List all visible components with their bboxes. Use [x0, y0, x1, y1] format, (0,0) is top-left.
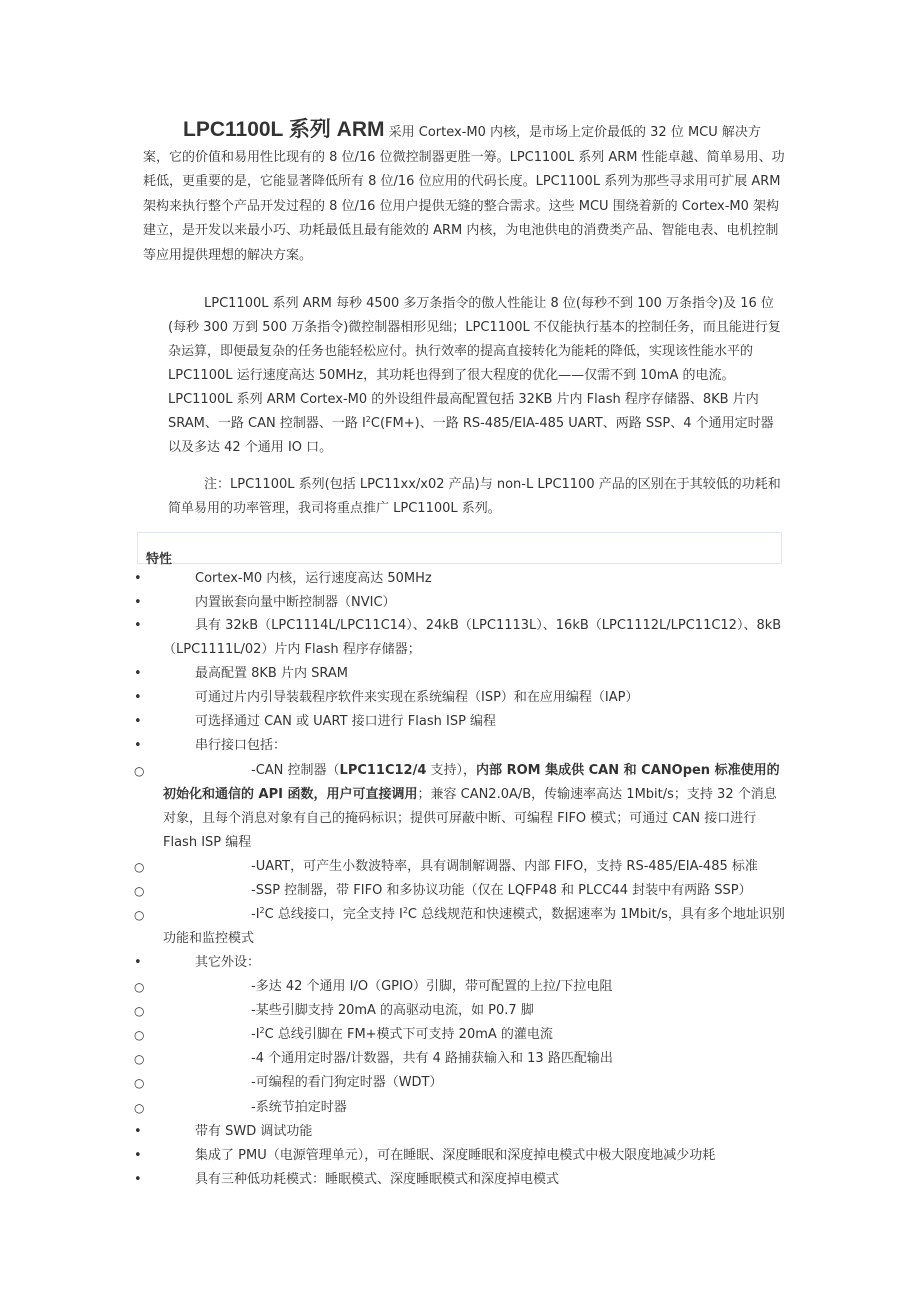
circle-bullet-icon: ○ [134, 1101, 145, 1115]
feature-text: 具有三种低功耗模式：睡眠模式、深度睡眠模式和深度掉电模式 [195, 1172, 560, 1187]
circle-bullet-icon: ○ [134, 764, 145, 778]
feature-text: Cortex-M0 内核，运行速度高达 50MHz [195, 571, 432, 586]
sub-text [163, 1023, 785, 1047]
sub-text: -可编程的看门狗定时器（WDT） [251, 1075, 443, 1090]
feature-text: 串行接口包括： [195, 738, 287, 753]
feature-text: 内置嵌套向量中断控制器（NVIC） [195, 595, 396, 610]
product-title: LPC1100L 系列 ARM [183, 118, 385, 141]
performance-paragraph [168, 292, 783, 460]
feature-text: 可选择通过 CAN 或 UART 接口进行 Flash ISP 编程 [195, 714, 497, 729]
feature-text: 具有 32kB（LPC1114L/LPC11C14）、24kB（LPC1113L）、16kB（LPC1112L/LPC11C12）、8kB（LPC1111L/02）片内 Flash 程序存储器； [163, 618, 782, 657]
features-heading: 特性 [146, 552, 173, 567]
performance-text-a: LPC1100L 系列 ARM 每秒 4500 多万条指令的傲人性能让 8 位(每秒不到 100 万条指令)及 16 位(每秒 300 万到 500 万条指令)微控制器相形见绌；LPC1100L 不仅能执行基本的控制任务，而且能进行复杂运算，即便最复杂的任务也能轻松应付。执行效率的提高直接转化为能耗的降低，实现该性能水平的 LPC1100L 运行速度高达 50MHz，其功耗也得到了很大程度的优化——仅需不到 10mA 的电流。LPC1100L 系列 ARM Cortex-M0 的外设组件最高配置包括 32KB 片内 Flash 程序存储器、8KB 片内 SRAM、一路 CAN 控制器、一路 I [168, 296, 781, 431]
feature-text: 其它外设： [195, 955, 261, 970]
sub-text: -多达 42 个通用 I/O（GPIO）引脚，带可配置的上拉/下拉电阻 [251, 979, 613, 994]
sub-text: -UART，可产生小数波特率，具有调制解调器、内部 FIFO，支持 RS-485/EIA-485 标准 [251, 859, 758, 874]
intro-text: 采用 Cortex-M0 内核，是市场上定价最低的 32 位 MCU 解决方案，它的价值和易用性比现有的 8 位/16 位微控制器更胜一筹。LPC1100L 系列 ARM 性能卓越、简单易用、功耗低，更重要的是，它能显著降低所有 8 位/16 位应用的代码长度。LPC1100L 系列为那些寻求用可扩展 ARM 架构来执行整个产品开发过程的 8 位/16 位用户提供无缝的整合需求。这些 MCU 围绕着新的 Cortex-M0 架构建立，是开发以来最小巧、功耗最低且最有能效的 ARM 内核，为电池供电的消费类产品、智能电表、电机控制等应用提供理想的解决方案。 [143, 125, 785, 263]
bullet-icon: • [134, 1148, 142, 1163]
bullet-icon: • [134, 666, 142, 681]
sub-text [163, 759, 785, 855]
sub-text: -4 个通用定时器/计数器，共有 4 路捕获输入和 13 路匹配输出 [251, 1051, 613, 1066]
circle-bullet-icon: ○ [134, 1052, 145, 1066]
intro-paragraph [143, 118, 785, 268]
feature-text: 集成了 PMU（电源管理单元），可在睡眠、深度睡眠和深度掉电模式中极大限度地减少功耗 [195, 1148, 716, 1163]
bullet-icon: • [134, 595, 142, 610]
circle-bullet-icon: ○ [134, 860, 145, 874]
circle-bullet-icon: ○ [134, 884, 145, 898]
circle-bullet-icon: ○ [134, 1076, 145, 1090]
superscript: 2 [365, 415, 371, 424]
circle-bullet-icon: ○ [134, 1028, 145, 1042]
features-heading-box [137, 532, 782, 567]
bullet-icon: • [134, 738, 142, 753]
i2c-text-c: C 总线规范和快速模式，数据速率为 1Mbit/s，具有多个地址识别功能和监控模式 [163, 907, 785, 946]
superscript: 2 [259, 906, 265, 915]
can-text-e: ；兼容 CAN2.0A/B，传输速率高达 1Mbit/s；支持 32 个消息对象，且每个消息对象有自己的掩码标识；提供可屏蔽中断、可编程 FIFO 模式；可通过 CAN 接口进行 Flash ISP 编程 [163, 787, 777, 850]
i2c-pin-text-a: -I [251, 1027, 260, 1042]
circle-bullet-icon: ○ [134, 1004, 145, 1018]
can-text-c: 支持）， [426, 763, 477, 778]
sub-text [163, 903, 785, 951]
sub-text: -系统节拍定时器 [251, 1100, 347, 1115]
can-text-a: -CAN 控制器（ [251, 763, 340, 778]
feature-text: 带有 SWD 调试功能 [195, 1124, 313, 1139]
feature-text: 可通过片内引导装载程序软件来实现在系统编程（ISP）和在应用编程（IAP） [195, 690, 639, 705]
can-models: LPC11C12/4 [339, 763, 427, 778]
can-api-note: 内部 ROM 集成供 CAN 和 CANOpen 标准使用的初始化和通信的 API 函数，用户可直接调用 [163, 763, 780, 802]
note-paragraph: 注：LPC1100L 系列(包括 LPC11xx/x02 产品)与 non-L LPC1100 产品的区别在于其较低的功耗和简单易用的功率管理，我司将重点推广 LPC1100L 系列。 [168, 477, 781, 516]
bullet-icon: • [134, 690, 142, 705]
superscript: 2 [402, 906, 408, 915]
bullet-icon: • [134, 714, 142, 729]
circle-bullet-icon: ○ [134, 908, 145, 922]
superscript: 2 [259, 1026, 265, 1035]
performance-text-b: C(FM+)、一路 RS-485/EIA-485 UART、两路 SSP、4 个通用定时器以及多达 42 个通用 IO 口。 [168, 416, 774, 455]
bullet-icon: • [134, 571, 142, 586]
feature-text: 最高配置 8KB 片内 SRAM [195, 666, 348, 681]
sub-text: -某些引脚支持 20mA 的高驱动电流，如 P0.7 脚 [251, 1003, 534, 1018]
i2c-text-a: -I [251, 907, 260, 922]
sub-text: -SSP 控制器，带 FIFO 和多协议功能（仅在 LQFP48 和 PLCC44 封装中有两路 SSP） [251, 883, 752, 898]
bullet-icon: • [134, 618, 142, 633]
i2c-pin-text-b: C 总线引脚在 FM+模式下可支持 20mA 的灌电流 [264, 1027, 553, 1042]
i2c-text-b: C 总线接口，完全支持 I [264, 907, 403, 922]
circle-bullet-icon: ○ [134, 980, 145, 994]
bullet-icon: • [134, 1124, 142, 1139]
bullet-icon: • [134, 955, 142, 970]
bullet-icon: • [134, 1172, 142, 1187]
